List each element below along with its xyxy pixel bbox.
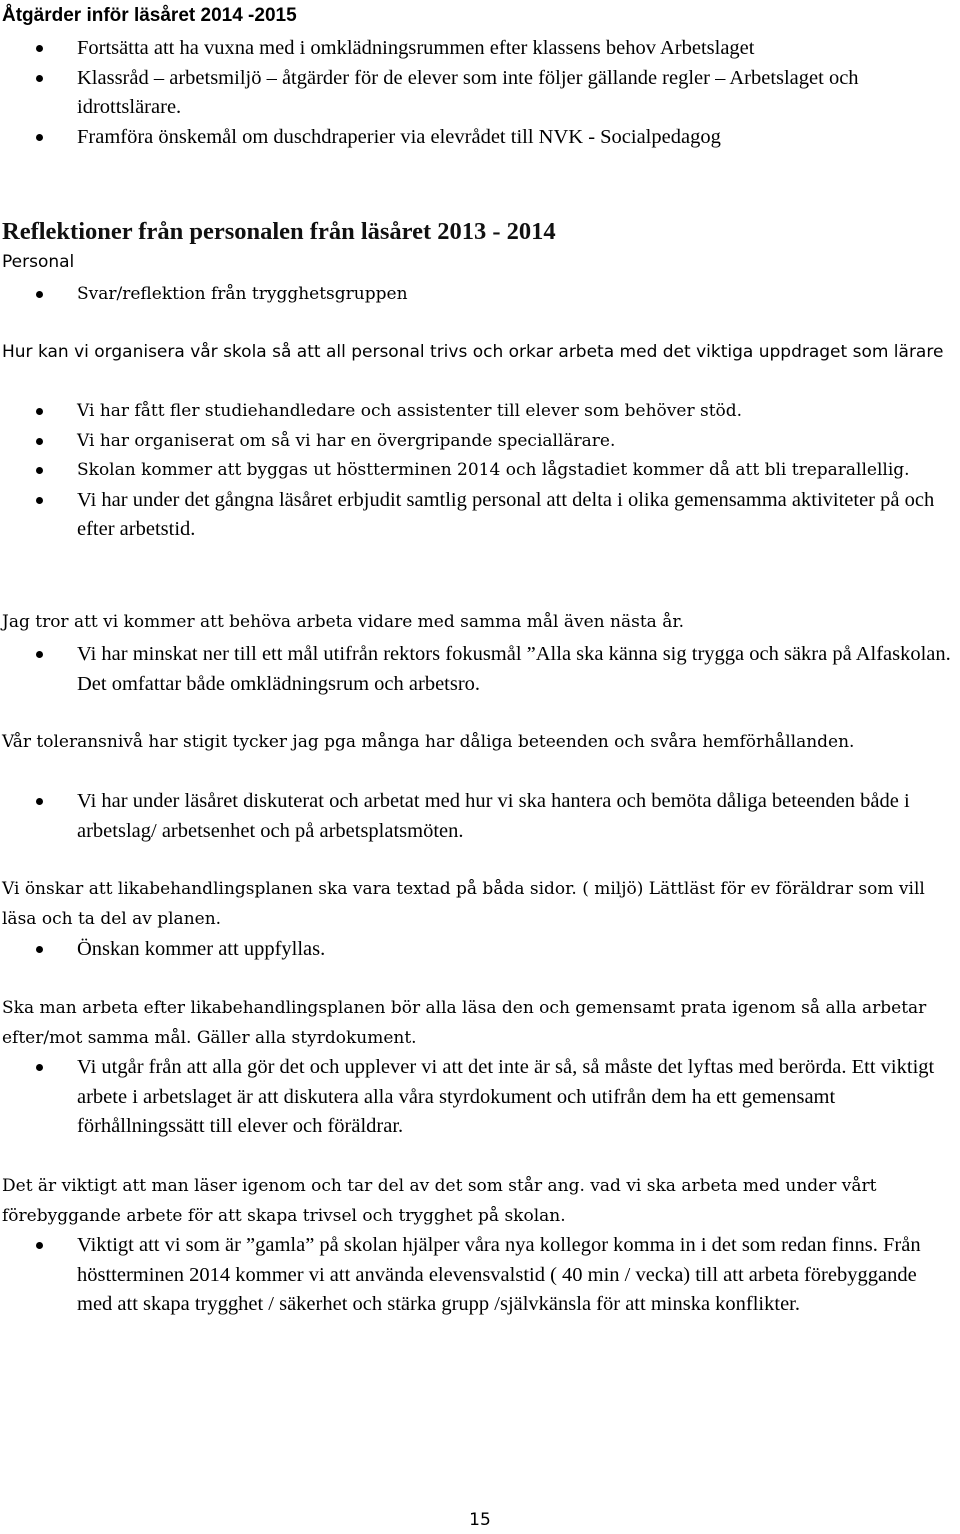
paragraph: Jag tror att vi kommer att behöva arbeta vidare med samma mål även nästa år. [2, 612, 685, 632]
answer-list-6 [0, 1231, 960, 1320]
answer-list-5 [0, 1053, 960, 1142]
bullet-icon [36, 651, 43, 658]
bullet-icon [36, 134, 43, 141]
bullet-icon [36, 467, 43, 474]
paragraph: Det är viktigt att man läser igenom och tar del av det som står ang. vad vi ska arbeta med under vårt förebyggande arbete för att skapa trivsel och trygghet på skolan. [2, 1176, 877, 1226]
list-item: Svar/reflektion från trygghetsgruppen [0, 280, 957, 310]
list-item: Skolan kommer att byggas ut höstterminen 2014 och lågstadiet kommer då att bli treparallellig. [0, 456, 957, 486]
list-item: Önskan kommer att uppfyllas. [0, 935, 957, 965]
paragraph: Vi önskar att likabehandlingsplanen ska vara textad på båda sidor. ( miljö) Lättläst för ev föräldrar som vill läsa och ta del av planen. [2, 879, 925, 929]
section-heading-actions: Åtgärder inför läsåret 2014 -2015 [2, 5, 297, 26]
paragraph: Vår toleransnivå har stigit tycker jag pga många har dåliga beteenden och svåra hemförhållanden. [2, 732, 855, 752]
list-item: Framföra önskemål om duschdraperier via elevrådet till NVK - Socialpedagog [0, 123, 957, 153]
list-item: Vi har minskat ner till ett mål utifrån rektors fokusmål ”Alla ska känna sig trygga och säkra på Alfaskolan. Det omfattar både omklädningsrum och arbetsro. [0, 640, 957, 699]
bullet-icon [36, 1064, 43, 1071]
list-item: Vi har organiserat om så vi har en övergripande speciallärare. [0, 427, 957, 457]
list-item: Viktigt att vi som är ”gamla” på skolan hjälper våra nya kollegor komma in i det som redan finns. Från höstterminen 2014 kommer vi att använda elevensvalstid ( 40 min / vecka) till att arbeta förebyggande med att skapa trygghet / säkerhet och stärka grupp /självkänsla för att minska konflikter. [0, 1231, 957, 1320]
list-item: Vi har under det gångna läsåret erbjudit samtlig personal att delta i olika gemensamma aktiviteter på och efter arbetstid. [0, 486, 957, 545]
list-item: Vi utgår från att alla gör det och upplever vi att det inte är så, så måste det lyftas med berörda. Ett viktigt arbete i arbetslaget är att diskutera alla våra styrdokument och utifrån dem ha ett gemensamt förhållningssätt till elever och föräldrar. [0, 1053, 957, 1142]
actions-list [0, 34, 960, 152]
answer-list-1 [0, 397, 960, 545]
list-item: Fortsätta att ha vuxna med i omklädningsrummen efter klassens behov Arbetslaget [0, 34, 957, 64]
bullet-icon [36, 946, 43, 953]
bullet-icon [36, 75, 43, 82]
question-paragraph: Hur kan vi organisera vår skola så att all personal trivs och orkar arbeta med det viktiga uppdraget som lärare [2, 342, 944, 362]
bullet-icon [36, 1242, 43, 1249]
list-item: Vi har fått fler studiehandledare och assistenter till elever som behöver stöd. [0, 397, 957, 427]
bullet-icon [36, 497, 43, 504]
answer-list-4 [0, 935, 960, 965]
answer-list-2 [0, 640, 960, 699]
page-number: 15 [469, 1510, 491, 1530]
bullet-icon [36, 291, 43, 298]
answer-list-3 [0, 787, 960, 846]
bullet-icon [36, 408, 43, 415]
reflections-list [0, 280, 960, 310]
personal-label: Personal [2, 252, 75, 272]
list-item: Klassråd – arbetsmiljö – åtgärder för de elever som inte följer gällande regler – Arbetslaget och idrottslärare. [0, 64, 957, 123]
list-item: Vi har under läsåret diskuterat och arbetat med hur vi ska hantera och bemöta dåliga beteenden både i arbetslag/ arbetsenhet och på arbetsplatsmöten. [0, 787, 957, 846]
bullet-icon [36, 438, 43, 445]
section-heading-reflections: Reflektioner från personalen från läsåret 2013 - 2014 [2, 218, 556, 245]
bullet-icon [36, 798, 43, 805]
paragraph: Ska man arbeta efter likabehandlingsplanen bör alla läsa den och gemensamt prata igenom så alla arbetar efter/mot samma mål. Gäller alla styrdokument. [2, 998, 927, 1048]
bullet-icon [36, 45, 43, 52]
